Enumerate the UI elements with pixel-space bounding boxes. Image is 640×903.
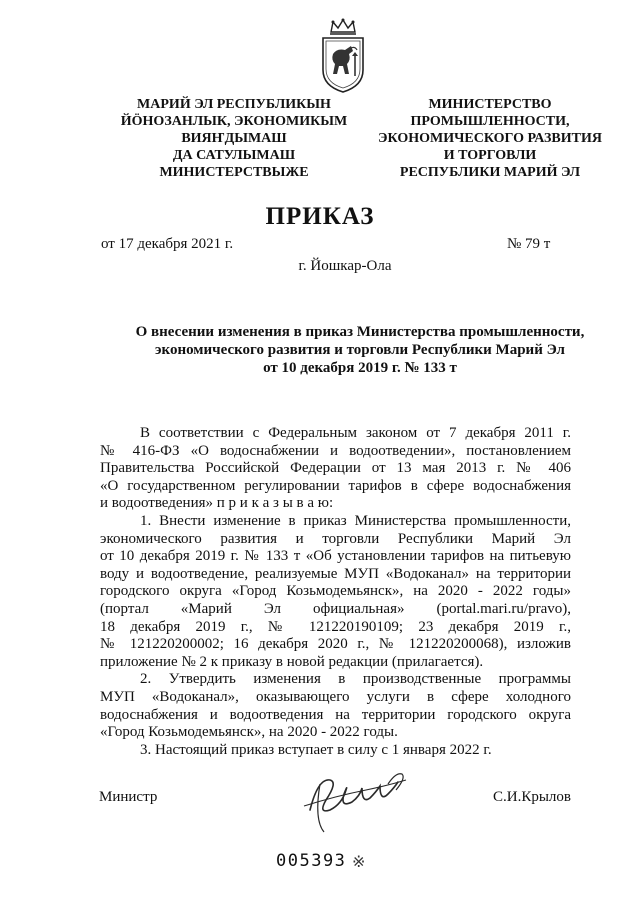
header-left-line: МИНИСТЕРСТВЫЖЕ — [159, 165, 309, 180]
serial-mark-icon: ※ — [352, 854, 366, 871]
header-right-line: ПРОМЫШЛЕННОСТИ, — [410, 114, 570, 129]
header-left-line: ВИЯҤДЫМАШ — [181, 131, 287, 146]
order-subject — [100, 323, 620, 377]
order-body — [100, 425, 571, 759]
order-city: г. Йошкар-Ола — [298, 258, 392, 274]
handwritten-signature — [296, 760, 416, 840]
paragraph-preamble — [100, 425, 571, 513]
ministry-name-mari — [96, 96, 372, 181]
body-line: и водоотведения» п р и к а з ы в а ю: — [100, 495, 334, 512]
body-line: 1. Внести изменение в приказ Министерства промышленности, — [140, 512, 571, 529]
header-left-line: ДА САТУЛЫМАШ — [172, 148, 296, 163]
body-line: водоснабжения и водоотведения на территории городского округа — [100, 706, 571, 723]
body-line: «Город Козьмодемьянск», на 2020 - 2022 годы. — [100, 724, 398, 741]
body-line: Правительства Российской Федерации от 13 мая 2013 г. № 406 — [100, 460, 571, 477]
header-right-line: МИНИСТЕРСТВО — [428, 97, 552, 112]
coat-of-arms-emblem — [315, 18, 371, 94]
signatory-title: Министр — [99, 789, 158, 805]
body-line: «О государственном регулировании тарифов в сфере водоснабжения — [100, 477, 571, 494]
body-line: приложение № 2 к приказу в новой редакции (прилагается). — [100, 653, 484, 670]
header-right-line: РЕСПУБЛИКИ МАРИЙ ЭЛ — [399, 165, 581, 180]
signatory-name: С.И.Крылов — [493, 789, 571, 805]
body-line: городского округа «Город Козьмодемьянск», на 2020 - 2022 годы» — [100, 583, 571, 600]
body-line: МУП «Водоканал», оказывающего услуги в сфере холодного — [100, 688, 571, 705]
paragraph-item-2 — [100, 671, 571, 741]
body-line: от 10 декабря 2019 г. № 133 т «Об установлении тарифов на питьевую — [100, 548, 571, 565]
order-number: № 79 т — [507, 236, 551, 252]
body-line: 18 декабря 2019 г., № 121220190109; 23 декабря 2019 г., — [100, 618, 571, 635]
body-line: 3. Настоящий приказ вступает в силу с 1 января 2022 г. — [140, 741, 492, 758]
body-line: № 121220200002; 16 декабря 2020 г., № 121220200068), изложив — [100, 636, 571, 653]
header-left-line: МАРИЙ ЭЛ РЕСПУБЛИКЫН — [137, 97, 331, 112]
paragraph-item-3 — [100, 742, 571, 760]
body-line: № 416-ФЗ «О водоснабжении и водоотведении», постановлением — [100, 442, 571, 459]
header-left-line: ЙӦНОЗАНЛЫК, ЭКОНОМИКЫМ — [120, 114, 348, 129]
paragraph-item-1 — [100, 513, 571, 671]
order-date: от 17 декабря 2021 г. — [101, 236, 234, 252]
header-right-line: И ТОРГОВЛИ — [443, 148, 537, 163]
body-line: (портал «Марий Эл официальная» (portal.mari.ru/pravo), — [100, 600, 571, 617]
body-line: воду и водоотведение, реализуемые МУП «Водоканал» на территории — [100, 565, 571, 582]
subject-line: экономического развития и торговли Республики Марий Эл — [155, 342, 565, 358]
subject-line: О внесении изменения в приказ Министерства промышленности, — [135, 324, 585, 340]
subject-line: от 10 декабря 2019 г. № 133 т — [263, 360, 457, 376]
ministry-name-russian — [352, 96, 628, 181]
document-title: ПРИКАЗ — [265, 203, 375, 230]
body-line: 2. Утвердить изменения в производственные программы — [140, 671, 571, 688]
body-line: В соответствии с Федеральным законом от 7 декабря 2011 г. — [140, 425, 571, 441]
header-right-line: ЭКОНОМИЧЕСКОГО РАЗВИТИЯ — [378, 131, 602, 146]
serial-number: 005393 — [276, 851, 347, 871]
body-line: экономического развития и торговли Республики Марий Эл — [100, 530, 571, 547]
